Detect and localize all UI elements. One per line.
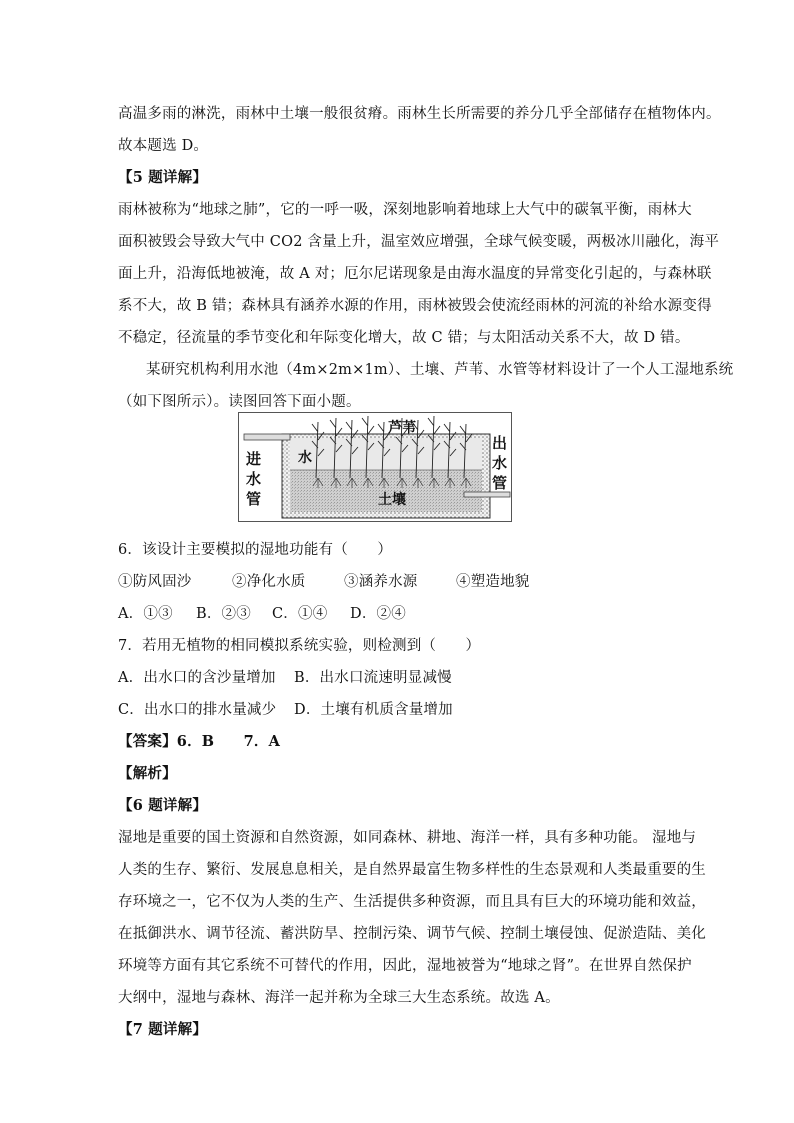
paragraph-line: 系不大，故 B 错；森林具有涵养水源的作用，雨林被毁会使流经雨林的河流的补给水源变得: [118, 298, 712, 314]
q7-choice: A．出水口的含沙量增加: [118, 670, 276, 686]
label-reed: 芦苇: [388, 420, 416, 436]
outlet-pipe: [464, 492, 510, 497]
label-outlet-3: 管: [492, 474, 508, 492]
paragraph-line: 人类的生存、繁衍、发展息息相关，是自然界最富生物多样性的生态景观和人类最重要的生: [118, 862, 706, 878]
paragraph-line: （如下图所示）。读图回答下面小题。: [118, 394, 361, 410]
label-water: 水: [298, 450, 312, 466]
section-heading-q5: 【5 题详解】: [118, 169, 208, 186]
q6-option: ④塑造地貌: [456, 574, 530, 590]
label-inlet-1: 进: [246, 450, 262, 468]
question-7: 7．若用无植物的相同模拟系统实验，则检测到（ ）: [118, 638, 481, 654]
section-heading-q7: 【7 题详解】: [118, 1021, 208, 1038]
paragraph-line: 面积被毁会导致大气中 CO2 含量上升，温室效应增强，全球气候变暖，两极冰川融化，海平: [118, 234, 720, 250]
paragraph-line: 故本题选 D。: [118, 138, 209, 154]
paragraph-line: 湿地是重要的国土资源和自然资源，如同森林、耕地、海洋一样，具有多种功能。 湿地与: [118, 830, 697, 846]
paragraph-line: 雨林被称为“地球之肺”，它的一呼一吸，深刻地影响着地球上大气中的碳氧平衡，雨林大: [118, 202, 692, 218]
section-heading-q6: 【6 题详解】: [118, 797, 208, 814]
paragraph-line: 在抵御洪水、调节径流、蓄洪防旱、控制污染、调节气候、控制土壤侵蚀、促淤造陆、美化: [118, 926, 706, 942]
question-6: 6．该设计主要模拟的湿地功能有（ ）: [118, 542, 393, 558]
analysis-heading: 【解析】: [118, 765, 177, 782]
q7-choice: C．出水口的排水量减少: [118, 702, 277, 718]
inlet-pipe: [244, 434, 290, 440]
q7-choice: B．出水口流速明显减慢: [294, 670, 452, 686]
wetland-diagram: [238, 412, 512, 522]
q6-choice: C．①④: [272, 606, 328, 622]
label-outlet-2: 水: [492, 454, 508, 472]
paragraph-line: 不稳定，径流量的季节变化和年际变化增大，故 C 错；与太阳活动关系不大，故 D 错。: [118, 330, 690, 346]
paragraph-line: 大纲中，湿地与森林、海洋一起并称为全球三大生态系统。故选 A。: [118, 990, 560, 1006]
q6-choice: B．②③: [196, 606, 251, 622]
q6-choice: A．①③: [118, 606, 173, 622]
answer-line: 【答案】6．B 7．A: [118, 733, 281, 750]
question-7-choices-row1: [118, 668, 678, 688]
q7-choice: D．土壤有机质含量增加: [294, 702, 453, 718]
question-7-choices-row2: [118, 700, 678, 720]
q6-option: ③涵养水源: [344, 574, 418, 590]
paragraph-line: 高温多雨的淋洗，雨林中土壤一般很贫瘠。雨林生长所需要的养分几乎全部储存在植物体内。: [118, 106, 721, 122]
paragraph-line: 面上升，沿海低地被淹，故 A 对；厄尔尼诺现象是由海水温度的异常变化引起的，与森林联: [118, 266, 712, 282]
label-soil: 土壤: [378, 492, 406, 508]
wetland-diagram-svg: [238, 412, 512, 522]
label-inlet-2: 水: [246, 470, 262, 488]
label-outlet-1: 出: [492, 434, 508, 452]
label-inlet-3: 管: [246, 490, 262, 508]
question-6-options: [118, 572, 678, 592]
paragraph-line: 环境等方面有其它系统不可替代的作用，因此，湿地被誉为“地球之肾”。在世界自然保护: [118, 958, 692, 974]
paragraph-line: 某研究机构利用水池（4m×2m×1m）、土壤、芦苇、水管等材料设计了一个人工湿地系统: [146, 362, 734, 378]
q6-choice: D．②④: [350, 606, 406, 622]
question-6-choices: [118, 604, 678, 624]
paragraph-line: 存环境之一，它不仅为人类的生产、生活提供多种资源，而且具有巨大的环境功能和效益，: [118, 894, 706, 910]
q6-option: ②净化水质: [232, 574, 306, 590]
q6-option: ①防风固沙: [118, 574, 192, 590]
